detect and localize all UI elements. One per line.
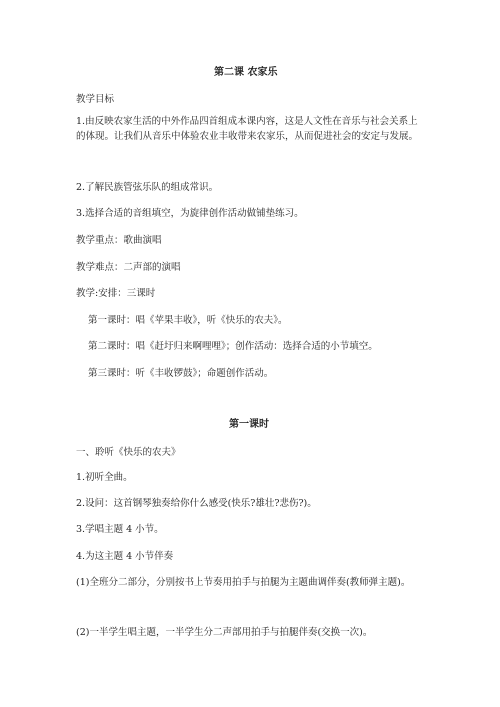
lesson-title: 第二课 农家乐 <box>214 67 278 78</box>
sub-step-2: (2)一半学生唱主题，一半学生分二声部用拍手与拍腿伴奏(交换一次)。 <box>76 627 373 638</box>
step-1: 1.初听全曲。 <box>76 472 133 483</box>
period-3: 第三课时：听《丰收锣鼓》；命题创作活动。 <box>88 368 274 379</box>
objective-3: 3.选择合适的音组填空，为旋律创作活动做铺垫练习。 <box>76 208 304 219</box>
step-3: 3.学唱主题 4 小节。 <box>76 524 164 535</box>
objectives-heading: 教学目标 <box>76 94 115 105</box>
objective-1: 1.由反映农家生活的中外作品四首组成本课内容，这是人文性在音乐与社会关系上的体现。让我们从音乐中体验农业丰收带来农家乐，从而促进社会的安定与发展。 <box>76 116 419 142</box>
period-1: 第一课时：唱《苹果丰收》，听《快乐的农夫》。 <box>88 315 288 326</box>
objective-2: 2.了解民族管弦乐队的组成常识。 <box>76 182 219 193</box>
section-1-heading: 一、聆听《快乐的农夫》 <box>76 447 181 458</box>
period-2: 第二课时：唱《赶圩归来啊哩哩》；创作活动：选择合适的小节填空。 <box>88 341 378 352</box>
step-4: 4.为这主题 4 小节伴奏 <box>76 551 174 562</box>
step-2: 2.设问：这首钢琴独奏给你什么感受(快乐?雄壮?悲伤?)。 <box>76 498 317 509</box>
first-period-title: 第一课时 <box>229 419 269 430</box>
difficulty: 教学难点：二声部的演唱 <box>76 262 181 273</box>
sub-step-1: (1)全班分二部分，分别按书上节奏用拍手与拍腿为主题曲调伴奏(教师弹主题)。 <box>76 577 411 588</box>
key-point: 教学重点：歌曲演唱 <box>76 235 162 246</box>
arrangement: 教学:安排：三课时 <box>76 288 156 299</box>
